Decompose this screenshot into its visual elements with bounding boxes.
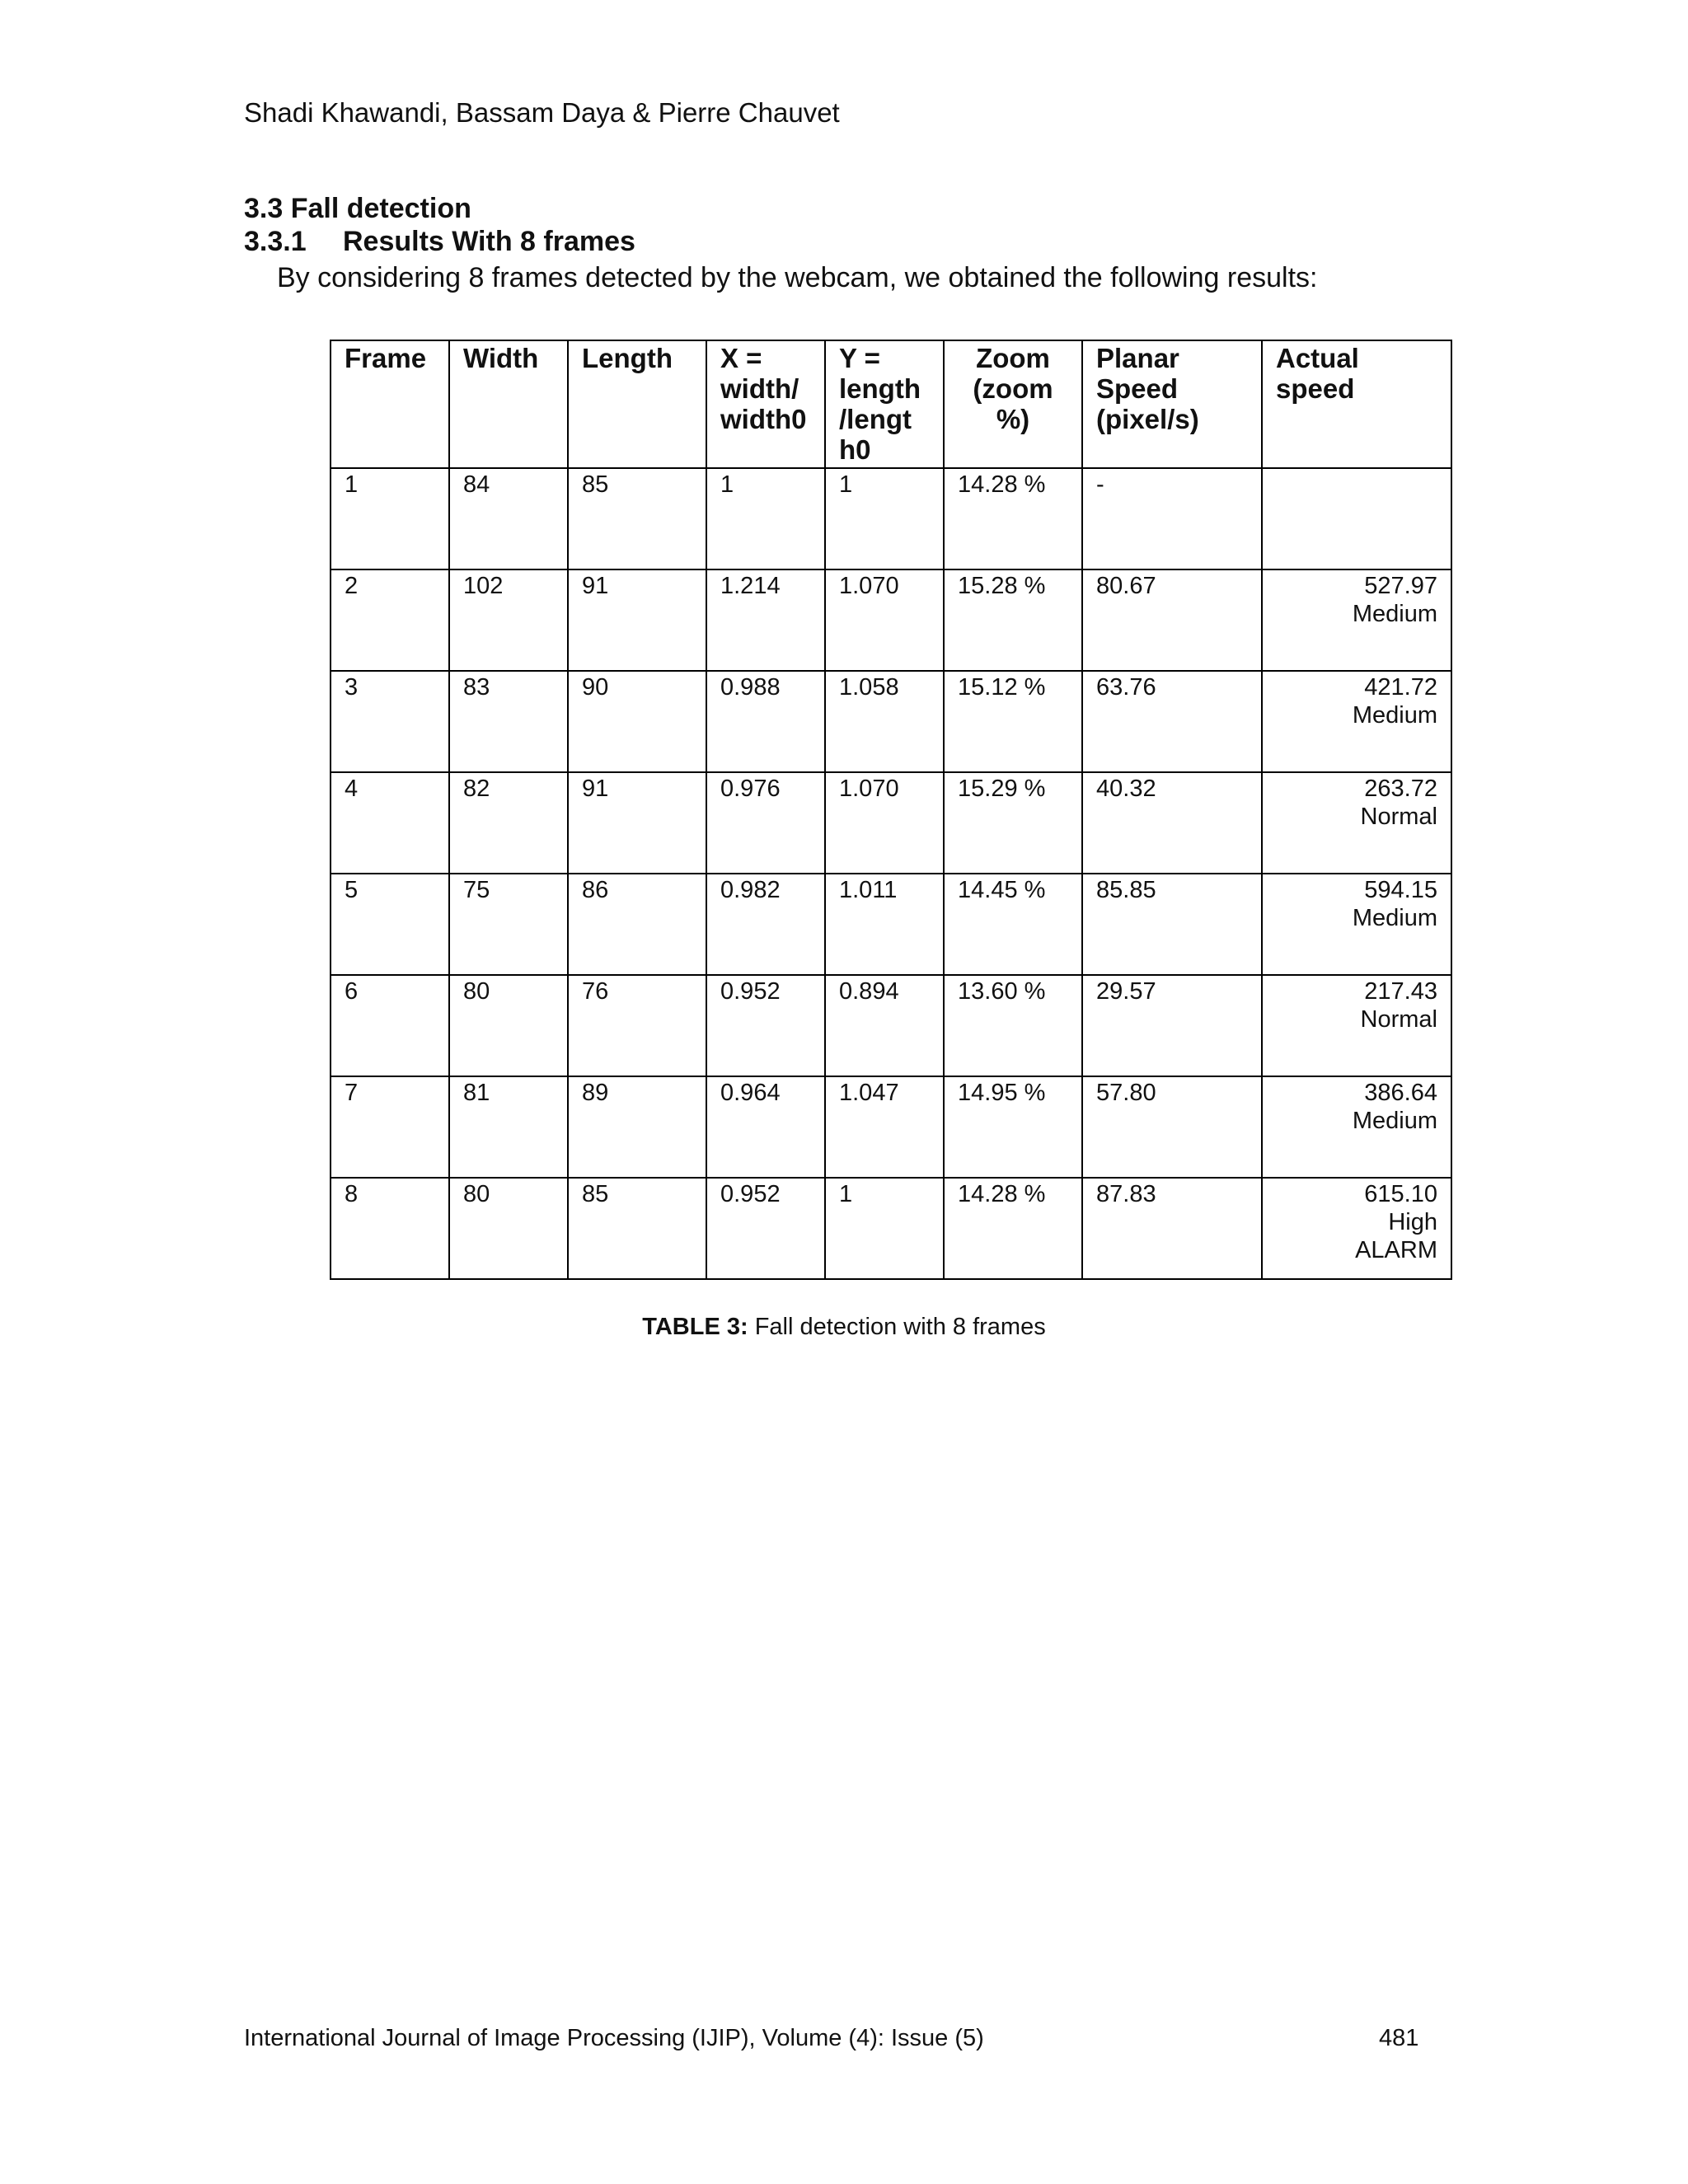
cell-y: 1 (825, 1178, 944, 1279)
cell-width: 80 (449, 975, 568, 1076)
table-header-row (331, 340, 1451, 468)
column-header (944, 340, 1082, 468)
column-header-line: width0 (720, 404, 807, 434)
cell-y: 1.011 (825, 874, 944, 975)
cell-planar: 63.76 (1082, 671, 1262, 772)
column-header-line: (pixel/s) (1096, 404, 1199, 434)
column-header-line: Actual (1276, 343, 1359, 373)
cell-actual-speed (1262, 569, 1451, 671)
actual-speed-line: ALARM (1355, 1237, 1437, 1263)
cell-x: 0.952 (706, 975, 825, 1076)
cell-planar: 85.85 (1082, 874, 1262, 975)
cell-actual-speed (1262, 975, 1451, 1076)
cell-actual-speed (1262, 1076, 1451, 1178)
column-header (825, 340, 944, 468)
cell-x: 0.988 (706, 671, 825, 772)
cell-actual-speed (1262, 874, 1451, 975)
cell-x: 0.952 (706, 1178, 825, 1279)
cell-frame: 6 (331, 975, 449, 1076)
table-body (331, 468, 1451, 1279)
column-header-line: X = (720, 343, 762, 373)
actual-speed-line: 263.72 (1364, 776, 1437, 802)
subsection-heading (244, 226, 635, 258)
cell-length: 86 (568, 874, 706, 975)
actual-speed-line: Normal (1360, 804, 1437, 830)
cell-length: 91 (568, 772, 706, 874)
cell-length: 91 (568, 569, 706, 671)
cell-frame: 5 (331, 874, 449, 975)
column-header-line: Speed (1096, 373, 1179, 404)
actual-speed-line: Medium (1352, 601, 1437, 627)
cell-planar: 87.83 (1082, 1178, 1262, 1279)
cell-zoom: 14.45 % (944, 874, 1082, 975)
cell-length: 85 (568, 1178, 706, 1279)
table-row (331, 468, 1451, 569)
column-header (706, 340, 825, 468)
column-header-line: (zoom (973, 373, 1053, 404)
actual-speed-line: 594.15 (1364, 877, 1437, 903)
cell-x: 0.976 (706, 772, 825, 874)
cell-length: 85 (568, 468, 706, 569)
cell-width: 80 (449, 1178, 568, 1279)
cell-width: 83 (449, 671, 568, 772)
column-header-line: Zoom (976, 343, 1050, 373)
cell-planar: 40.32 (1082, 772, 1262, 874)
cell-frame: 2 (331, 569, 449, 671)
table-row (331, 1076, 1451, 1178)
column-header-line: Width (463, 343, 539, 373)
subsection-number: 3.3.1 (244, 226, 307, 257)
running-head-authors: Shadi Khawandi, Bassam Daya & Pierre Chauvet (244, 97, 840, 128)
cell-y: 1.070 (825, 772, 944, 874)
subsection-title: Results With 8 frames (343, 226, 635, 257)
cell-frame: 1 (331, 468, 449, 569)
cell-planar: 80.67 (1082, 569, 1262, 671)
cell-frame: 7 (331, 1076, 449, 1178)
cell-planar: 29.57 (1082, 975, 1262, 1076)
table-row (331, 569, 1451, 671)
intro-paragraph: By considering 8 frames detected by the webcam, we obtained the following results: (277, 262, 1318, 293)
column-header-line: Planar (1096, 343, 1179, 373)
column-header-line: Frame (345, 343, 427, 373)
table-row (331, 671, 1451, 772)
table-row (331, 874, 1451, 975)
cell-frame: 8 (331, 1178, 449, 1279)
caption-text: Fall detection with 8 frames (748, 1314, 1046, 1340)
column-header (331, 340, 449, 468)
cell-zoom: 15.29 % (944, 772, 1082, 874)
cell-y: 0.894 (825, 975, 944, 1076)
cell-x: 0.964 (706, 1076, 825, 1178)
cell-length: 89 (568, 1076, 706, 1178)
results-table (330, 340, 1452, 1280)
cell-x: 1 (706, 468, 825, 569)
cell-width: 82 (449, 772, 568, 874)
column-header-line: h0 (839, 434, 871, 465)
cell-zoom: 13.60 % (944, 975, 1082, 1076)
cell-width: 84 (449, 468, 568, 569)
cell-actual-speed (1262, 468, 1451, 569)
footer-journal: International Journal of Image Processing (IJIP), Volume (4): Issue (5) (244, 2025, 984, 2051)
column-header-line: Length (582, 343, 673, 373)
cell-frame: 3 (331, 671, 449, 772)
actual-speed-line: High (1388, 1209, 1437, 1235)
table-row (331, 975, 1451, 1076)
table-row (331, 772, 1451, 874)
table-caption (0, 1314, 1688, 1341)
cell-y: 1.047 (825, 1076, 944, 1178)
cell-zoom: 15.12 % (944, 671, 1082, 772)
column-header-line: width/ (720, 373, 799, 404)
cell-y: 1 (825, 468, 944, 569)
cell-width: 81 (449, 1076, 568, 1178)
cell-length: 90 (568, 671, 706, 772)
table-row (331, 1178, 1451, 1279)
column-header (568, 340, 706, 468)
page-number: 481 (1379, 2025, 1419, 2051)
cell-width: 75 (449, 874, 568, 975)
actual-speed-line: 527.97 (1364, 573, 1437, 599)
cell-actual-speed (1262, 772, 1451, 874)
column-header-line: Y = (839, 343, 880, 373)
cell-planar: 57.80 (1082, 1076, 1262, 1178)
actual-speed-line: Medium (1352, 702, 1437, 729)
column-header-line: length (839, 373, 921, 404)
actual-speed-line: 421.72 (1364, 674, 1437, 701)
caption-label: TABLE 3: (642, 1314, 748, 1340)
cell-zoom: 15.28 % (944, 569, 1082, 671)
actual-speed-line: 217.43 (1364, 978, 1437, 1005)
cell-y: 1.058 (825, 671, 944, 772)
cell-x: 0.982 (706, 874, 825, 975)
cell-y: 1.070 (825, 569, 944, 671)
cell-x: 1.214 (706, 569, 825, 671)
cell-width: 102 (449, 569, 568, 671)
actual-speed-line: Medium (1352, 905, 1437, 931)
actual-speed-line: 386.64 (1364, 1080, 1437, 1106)
cell-zoom: 14.95 % (944, 1076, 1082, 1178)
actual-speed-line: Medium (1352, 1108, 1437, 1134)
actual-speed-line: Normal (1360, 1006, 1437, 1033)
column-header (449, 340, 568, 468)
actual-speed-line: 615.10 (1364, 1181, 1437, 1207)
cell-zoom: 14.28 % (944, 468, 1082, 569)
section-title: 3.3 Fall detection (244, 193, 471, 224)
column-header (1262, 340, 1451, 468)
cell-zoom: 14.28 % (944, 1178, 1082, 1279)
cell-length: 76 (568, 975, 706, 1076)
column-header-line: /lengt (839, 404, 912, 434)
cell-frame: 4 (331, 772, 449, 874)
cell-actual-speed (1262, 671, 1451, 772)
cell-planar: - (1082, 468, 1262, 569)
cell-actual-speed (1262, 1178, 1451, 1279)
column-header-line: %) (996, 404, 1030, 434)
column-header-line: speed (1276, 373, 1355, 404)
column-header (1082, 340, 1262, 468)
